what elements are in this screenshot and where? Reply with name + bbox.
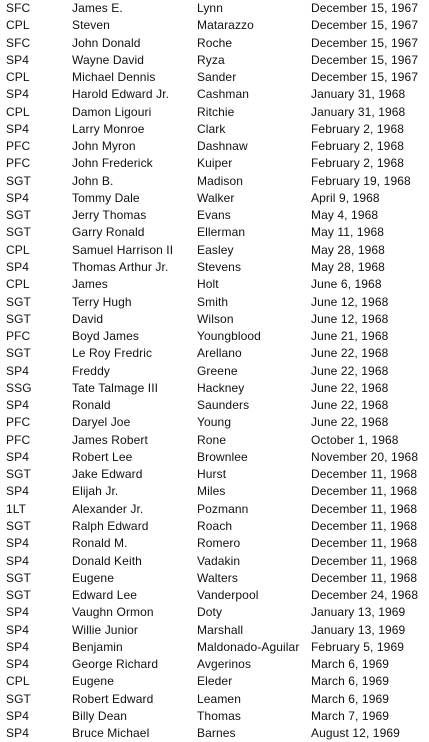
table-row — [0, 0, 429, 17]
first-name-cell: Garry Ronald — [72, 225, 145, 240]
rank-cell: SP4 — [6, 657, 29, 672]
last-name-cell: Young — [197, 415, 232, 430]
last-name-cell: Hurst — [197, 467, 227, 482]
table-row — [0, 673, 429, 690]
first-name-cell: Alexander Jr. — [72, 501, 144, 516]
table-row — [0, 155, 429, 172]
table-row — [0, 242, 429, 259]
first-name-cell: Robert Lee — [72, 449, 133, 464]
table-row — [0, 190, 429, 207]
first-name-cell: Elijah Jr. — [72, 484, 119, 499]
rank-cell: SP4 — [6, 484, 29, 499]
first-name-cell: Harold Edward Jr. — [72, 87, 170, 102]
rank-cell: CPL — [6, 104, 30, 119]
rank-cell: SGT — [6, 691, 31, 706]
date-cell: October 1, 1968 — [311, 432, 399, 447]
rank-cell: SGT — [6, 173, 31, 188]
first-name-cell: Thomas Arthur Jr. — [72, 259, 169, 274]
last-name-cell: Holt — [197, 277, 219, 292]
table-row — [0, 173, 429, 190]
date-cell: January 31, 1968 — [311, 104, 406, 119]
rank-cell: SFC — [6, 35, 31, 50]
date-cell: May 4, 1968 — [311, 208, 379, 223]
date-cell: December 11, 1968 — [311, 467, 418, 482]
last-name-cell: Avgerinos — [197, 657, 252, 672]
date-cell: May 28, 1968 — [311, 259, 385, 274]
date-cell: January 13, 1969 — [311, 622, 406, 637]
last-name-cell: Cashman — [197, 87, 250, 102]
table-row — [0, 483, 429, 500]
rank-cell: PFC — [6, 415, 31, 430]
rank-cell: 1LT — [6, 501, 27, 516]
date-cell: December 15, 1967 — [311, 18, 419, 33]
first-name-cell: Donald Keith — [72, 553, 142, 568]
last-name-cell: Sander — [197, 70, 237, 85]
last-name-cell: Doty — [197, 605, 223, 620]
date-cell: March 6, 1969 — [311, 657, 390, 672]
first-name-cell: John Donald — [72, 35, 141, 50]
rank-cell: SP4 — [6, 708, 29, 723]
rank-cell: SGT — [6, 467, 31, 482]
date-cell: June 22, 1968 — [311, 380, 389, 395]
last-name-cell: Barnes — [197, 726, 236, 741]
date-cell: January 13, 1969 — [311, 605, 406, 620]
date-cell: June 22, 1968 — [311, 346, 389, 361]
last-name-cell: Maldonado-Aguilar — [197, 639, 300, 654]
date-cell: February 2, 1968 — [311, 139, 404, 154]
table-row — [0, 276, 429, 293]
first-name-cell: James Robert — [72, 432, 148, 447]
date-cell: February 19, 1968 — [311, 173, 411, 188]
first-name-cell: Eugene — [72, 570, 114, 585]
first-name-cell: George Richard — [72, 657, 159, 672]
first-name-cell: Benjamin — [72, 639, 123, 654]
last-name-cell: Greene — [197, 363, 238, 378]
date-cell: December 11, 1968 — [311, 518, 418, 533]
last-name-cell: Arellano — [197, 346, 242, 361]
first-name-cell: James — [72, 277, 108, 292]
first-name-cell: Ronald — [72, 398, 111, 413]
first-name-cell: Bruce Michael — [72, 726, 150, 741]
table-row — [0, 518, 429, 535]
table-row — [0, 622, 429, 639]
rank-cell: PFC — [6, 329, 31, 344]
rank-cell: SGT — [6, 346, 31, 361]
last-name-cell: Dashnaw — [197, 139, 248, 154]
first-name-cell: Ronald M. — [72, 536, 128, 551]
first-name-cell: Eugene — [72, 674, 114, 689]
first-name-cell: David — [72, 311, 104, 326]
table-row — [0, 207, 429, 224]
first-name-cell: Billy Dean — [72, 708, 128, 723]
table-row — [0, 138, 429, 155]
table-row — [0, 501, 429, 518]
first-name-cell: Larry Monroe — [72, 121, 145, 136]
rank-cell: SP4 — [6, 726, 29, 741]
rank-cell: SSG — [6, 380, 32, 395]
last-name-cell: Matarazzo — [197, 18, 254, 33]
rank-cell: SP4 — [6, 52, 29, 67]
rank-cell: PFC — [6, 432, 31, 447]
last-name-cell: Stevens — [197, 259, 242, 274]
last-name-cell: Easley — [197, 242, 234, 257]
last-name-cell: Wilson — [197, 311, 234, 326]
first-name-cell: Robert Edward — [72, 691, 154, 706]
last-name-cell: Miles — [197, 484, 226, 499]
table-row — [0, 363, 429, 380]
rank-cell: SP4 — [6, 449, 29, 464]
last-name-cell: Smith — [197, 294, 229, 309]
date-cell: December 15, 1967 — [311, 70, 419, 85]
table-row — [0, 553, 429, 570]
rank-cell: SP4 — [6, 605, 29, 620]
rank-cell: SGT — [6, 294, 31, 309]
table-row — [0, 414, 429, 431]
last-name-cell: Leamen — [197, 691, 241, 706]
table-row — [0, 35, 429, 52]
first-name-cell: Ralph Edward — [72, 518, 149, 533]
rank-cell: SGT — [6, 225, 31, 240]
date-cell: June 6, 1968 — [311, 277, 382, 292]
date-cell: March 6, 1969 — [311, 674, 390, 689]
table-row — [0, 449, 429, 466]
rank-cell: SGT — [6, 570, 31, 585]
table-row — [0, 587, 429, 604]
first-name-cell: Damon Ligouri — [72, 104, 152, 119]
rank-cell: CPL — [6, 18, 30, 33]
first-name-cell: Wayne David — [72, 52, 145, 67]
rank-cell: SP4 — [6, 553, 29, 568]
last-name-cell: Romero — [197, 536, 241, 551]
last-name-cell: Evans — [197, 208, 231, 223]
rank-cell: SP4 — [6, 190, 29, 205]
rank-cell: CPL — [6, 277, 30, 292]
table-row — [0, 380, 429, 397]
last-name-cell: Ellerman — [197, 225, 246, 240]
table-row — [0, 224, 429, 241]
last-name-cell: Brownlee — [197, 449, 248, 464]
table-row — [0, 121, 429, 138]
date-cell: February 2, 1968 — [311, 121, 404, 136]
date-cell: February 5, 1969 — [311, 639, 404, 654]
table-row — [0, 311, 429, 328]
date-cell: December 15, 1967 — [311, 35, 419, 50]
table-row — [0, 466, 429, 483]
last-name-cell: Lynn — [197, 1, 223, 15]
rank-cell: SGT — [6, 588, 31, 603]
first-name-cell: John B. — [72, 173, 114, 188]
rank-cell: SFC — [6, 1, 31, 15]
first-name-cell: Jerry Thomas — [72, 208, 147, 223]
date-cell: December 11, 1968 — [311, 553, 418, 568]
last-name-cell: Ritchie — [197, 104, 235, 119]
last-name-cell: Thomas — [197, 708, 241, 723]
rank-cell: CPL — [6, 674, 30, 689]
last-name-cell: Walker — [197, 190, 235, 205]
first-name-cell: Jake Edward — [72, 467, 143, 482]
last-name-cell: Rone — [197, 432, 227, 447]
first-name-cell: Freddy — [72, 363, 110, 378]
rank-cell: SP4 — [6, 87, 29, 102]
rank-cell: SGT — [6, 208, 31, 223]
table-row — [0, 294, 429, 311]
rank-cell: SP4 — [6, 363, 29, 378]
date-cell: November 20, 1968 — [311, 449, 419, 464]
date-cell: March 7, 1969 — [311, 708, 390, 723]
table-row — [0, 69, 429, 86]
date-cell: December 24, 1968 — [311, 588, 419, 603]
last-name-cell: Saunders — [197, 398, 250, 413]
first-name-cell: Daryel Joe — [72, 415, 131, 430]
first-name-cell: Terry Hugh — [72, 294, 132, 309]
table-row — [0, 535, 429, 552]
rank-cell: PFC — [6, 156, 31, 171]
date-cell: December 11, 1968 — [311, 570, 418, 585]
last-name-cell: Eleder — [197, 674, 233, 689]
date-cell: April 9, 1968 — [311, 190, 380, 205]
last-name-cell: Vadakin — [197, 553, 241, 568]
last-name-cell: Roche — [197, 35, 233, 50]
date-cell: June 12, 1968 — [311, 294, 389, 309]
first-name-cell: James E. — [72, 1, 123, 15]
date-cell: December 11, 1968 — [311, 501, 418, 516]
first-name-cell: Samuel Harrison II — [72, 242, 174, 257]
rank-cell: SGT — [6, 518, 31, 533]
last-name-cell: Vanderpool — [197, 588, 259, 603]
date-cell: June 22, 1968 — [311, 398, 389, 413]
rank-cell: SP4 — [6, 536, 29, 551]
table-row — [0, 17, 429, 34]
last-name-cell: Marshall — [197, 622, 244, 637]
table-row — [0, 328, 429, 345]
date-cell: June 22, 1968 — [311, 415, 389, 430]
first-name-cell: Tate Talmage III — [72, 380, 159, 395]
rank-cell: SP4 — [6, 639, 29, 654]
rank-cell: SP4 — [6, 398, 29, 413]
table-row — [0, 570, 429, 587]
table-row — [0, 604, 429, 621]
table-row — [0, 639, 429, 656]
first-name-cell: Tommy Dale — [72, 190, 140, 205]
date-cell: March 6, 1969 — [311, 691, 390, 706]
first-name-cell: Vaughn Ormon — [72, 605, 154, 620]
table-row — [0, 345, 429, 362]
first-name-cell: Willie Junior — [72, 622, 138, 637]
last-name-cell: Pozmann — [197, 501, 249, 516]
rank-cell: CPL — [6, 242, 30, 257]
table-row — [0, 104, 429, 121]
date-cell: December 11, 1968 — [311, 536, 418, 551]
date-cell: May 11, 1968 — [311, 225, 385, 240]
date-cell: February 2, 1968 — [311, 156, 404, 171]
first-name-cell: Edward Lee — [72, 588, 138, 603]
rank-cell: PFC — [6, 139, 31, 154]
last-name-cell: Clark — [197, 121, 226, 136]
first-name-cell: Michael Dennis — [72, 70, 156, 85]
last-name-cell: Madison — [197, 173, 244, 188]
table-row — [0, 397, 429, 414]
date-cell: December 15, 1967 — [311, 52, 419, 67]
date-cell: August 12, 1969 — [311, 726, 400, 741]
rank-cell: SP4 — [6, 622, 29, 637]
table-row — [0, 432, 429, 449]
table-row — [0, 86, 429, 103]
last-name-cell: Youngblood — [197, 329, 261, 344]
table-row — [0, 708, 429, 725]
rank-cell: SP4 — [6, 121, 29, 136]
first-name-cell: John Myron — [72, 139, 136, 154]
last-name-cell: Roach — [197, 518, 233, 533]
table-row — [0, 52, 429, 69]
last-name-cell: Kuiper — [197, 156, 233, 171]
last-name-cell: Walters — [197, 570, 238, 585]
rank-cell: CPL — [6, 70, 30, 85]
date-cell: May 28, 1968 — [311, 242, 385, 257]
table-row — [0, 691, 429, 708]
date-cell: June 22, 1968 — [311, 363, 389, 378]
date-cell: June 12, 1968 — [311, 311, 389, 326]
first-name-cell: Steven — [72, 18, 110, 33]
rank-cell: SGT — [6, 311, 31, 326]
date-cell: June 21, 1968 — [311, 329, 389, 344]
table-row — [0, 725, 429, 742]
first-name-cell: Le Roy Fredric — [72, 346, 153, 361]
last-name-cell: Hackney — [197, 380, 245, 395]
last-name-cell: Ryza — [197, 52, 225, 67]
date-cell: December 15, 1967 — [311, 1, 419, 15]
rank-cell: SP4 — [6, 259, 29, 274]
first-name-cell: Boyd James — [72, 329, 140, 344]
table-row — [0, 259, 429, 276]
first-name-cell: John Frederick — [72, 156, 153, 171]
date-cell: January 31, 1968 — [311, 87, 406, 102]
table-row — [0, 656, 429, 673]
date-cell: December 11, 1968 — [311, 484, 418, 499]
